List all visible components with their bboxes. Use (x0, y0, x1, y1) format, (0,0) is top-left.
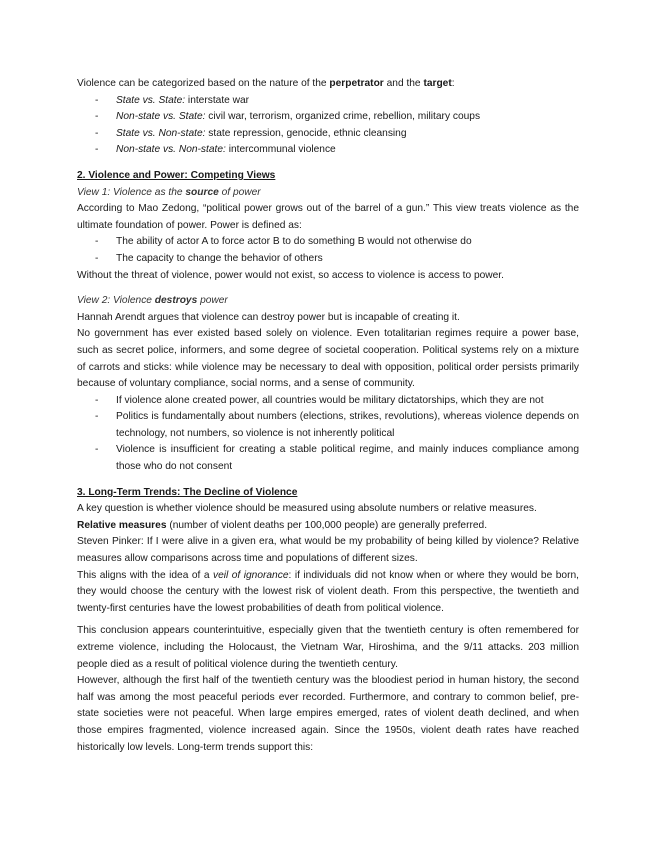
category-label: Non-state vs. State: (116, 111, 206, 123)
view-text: of power (218, 186, 261, 198)
category-text: interstate war (185, 94, 250, 106)
arendt-argument-list (77, 393, 579, 476)
paragraph: However, although the first half of the twentieth century was the bloodiest period in human history, the second half was among the most peaceful periods ever recorded. Furthermore, and contrary to common belief, pre-state societies were not peaceful. When large empires emerged, rates of violent death declined, and when those empires fragmented, violence increased again. Since the 1950s, violent death rates have reached historically low levels. Long-term trends support this: (77, 675, 579, 753)
paragraph: Without the threat of violence, power would not exist, so access to violence is access to power. (77, 269, 504, 281)
power-definition-list (77, 234, 579, 267)
list-item: - The ability of actor A to force actor B to do something B would not otherwise do (77, 234, 579, 251)
category-list (77, 93, 579, 159)
view-text: View 1: Violence as the (77, 186, 186, 198)
paragraph-text: This aligns with the idea of a (77, 569, 213, 581)
category-label: State vs. Non-state: (116, 127, 206, 139)
intro-text: and the (383, 78, 424, 89)
category-label: State vs. State: (116, 94, 186, 106)
category-text: civil war, terrorism, organized crime, rebellion, military coups (205, 111, 481, 123)
veil-of-ignorance-term: veil of ignorance (212, 569, 289, 581)
list-item: - Violence is insufficient for creating a stable political regime, and mainly induces compliance among those who do not consent (77, 442, 579, 475)
document-page (77, 76, 579, 756)
view-text: View 2: Violence (77, 295, 155, 307)
target-term: target (423, 78, 452, 89)
paragraph: According to Mao Zedong, “political power grows out of the barrel of a gun.” This view treats violence as the ultimate foundation of power. Power is defined as: (77, 203, 579, 231)
paragraph: This conclusion appears counterintuitive, especially given that the twentieth century is often remembered for extreme violence, including the Holocaust, the Vietnam War, Hiroshima, and the 9/11 attacks. 203 million people died as a result of political violence during the twentieth century. (77, 625, 579, 670)
category-label: Non-state vs. Non-state: (116, 144, 226, 156)
paragraph: Steven Pinker: If I were alive in a given era, what would be my probability of being killed by violence? Relative measures allow comparisons across time and populations of different sizes. (77, 536, 579, 565)
section-heading: 3. Long-Term Trends: The Decline of Violence (77, 486, 298, 498)
view-keyword: destroys (154, 295, 198, 307)
section-heading: 2. Violence and Power: Competing Views (77, 169, 276, 181)
paragraph-text: : if individuals did not know when or where they would be born, they would choose the century with the lowest risk of violent death. From this perspective, the twentieth and twenty-first centuries have the lowest probabilities of death from political violence. (77, 569, 579, 614)
paragraph (77, 568, 579, 618)
view-keyword: source (185, 186, 219, 198)
list-item (77, 142, 579, 159)
list-item (77, 109, 579, 126)
category-text: intercommunal violence (225, 144, 336, 156)
paragraph (77, 518, 579, 535)
intro-text: Violence can be categorized based on the nature of the (77, 78, 330, 89)
paragraph: Hannah Arendt argues that violence can destroy power but is incapable of creating it. (77, 311, 460, 323)
view-subheading (77, 185, 579, 202)
list-item (77, 126, 579, 143)
intro-paragraph (77, 76, 579, 93)
view-subheading (77, 293, 579, 310)
paragraph-text: (number of violent deaths per 100,000 people) are generally preferred. (166, 519, 488, 531)
paragraph: A key question is whether violence should be measured using absolute numbers or relative measures. (77, 503, 537, 515)
paragraph: No government has ever existed based solely on violence. Even totalitarian regimes require a power base, such as secret police, informers, and some degree of societal cooperation. Political systems rely on a mixture of carrots and sticks: while violence may be necessary to deal with opposition, political order persists primarily because of voluntary compliance, social norms, and a sense of community. (77, 328, 579, 390)
relative-measures-term: Relative measures (77, 519, 167, 531)
list-item (77, 93, 579, 110)
category-text: state repression, genocide, ethnic cleansing (205, 127, 407, 139)
intro-text: : (451, 78, 455, 89)
list-item: - The capacity to change the behavior of others (77, 251, 579, 268)
perpetrator-term: perpetrator (329, 78, 384, 89)
view-text: power (197, 295, 228, 307)
list-item: - Politics is fundamentally about numbers (elections, strikes, revolutions), whereas violence depends on technology, not numbers, so violence is not inherently political (77, 409, 579, 442)
list-item: - If violence alone created power, all countries would be military dictatorships, which they are not (77, 393, 579, 410)
